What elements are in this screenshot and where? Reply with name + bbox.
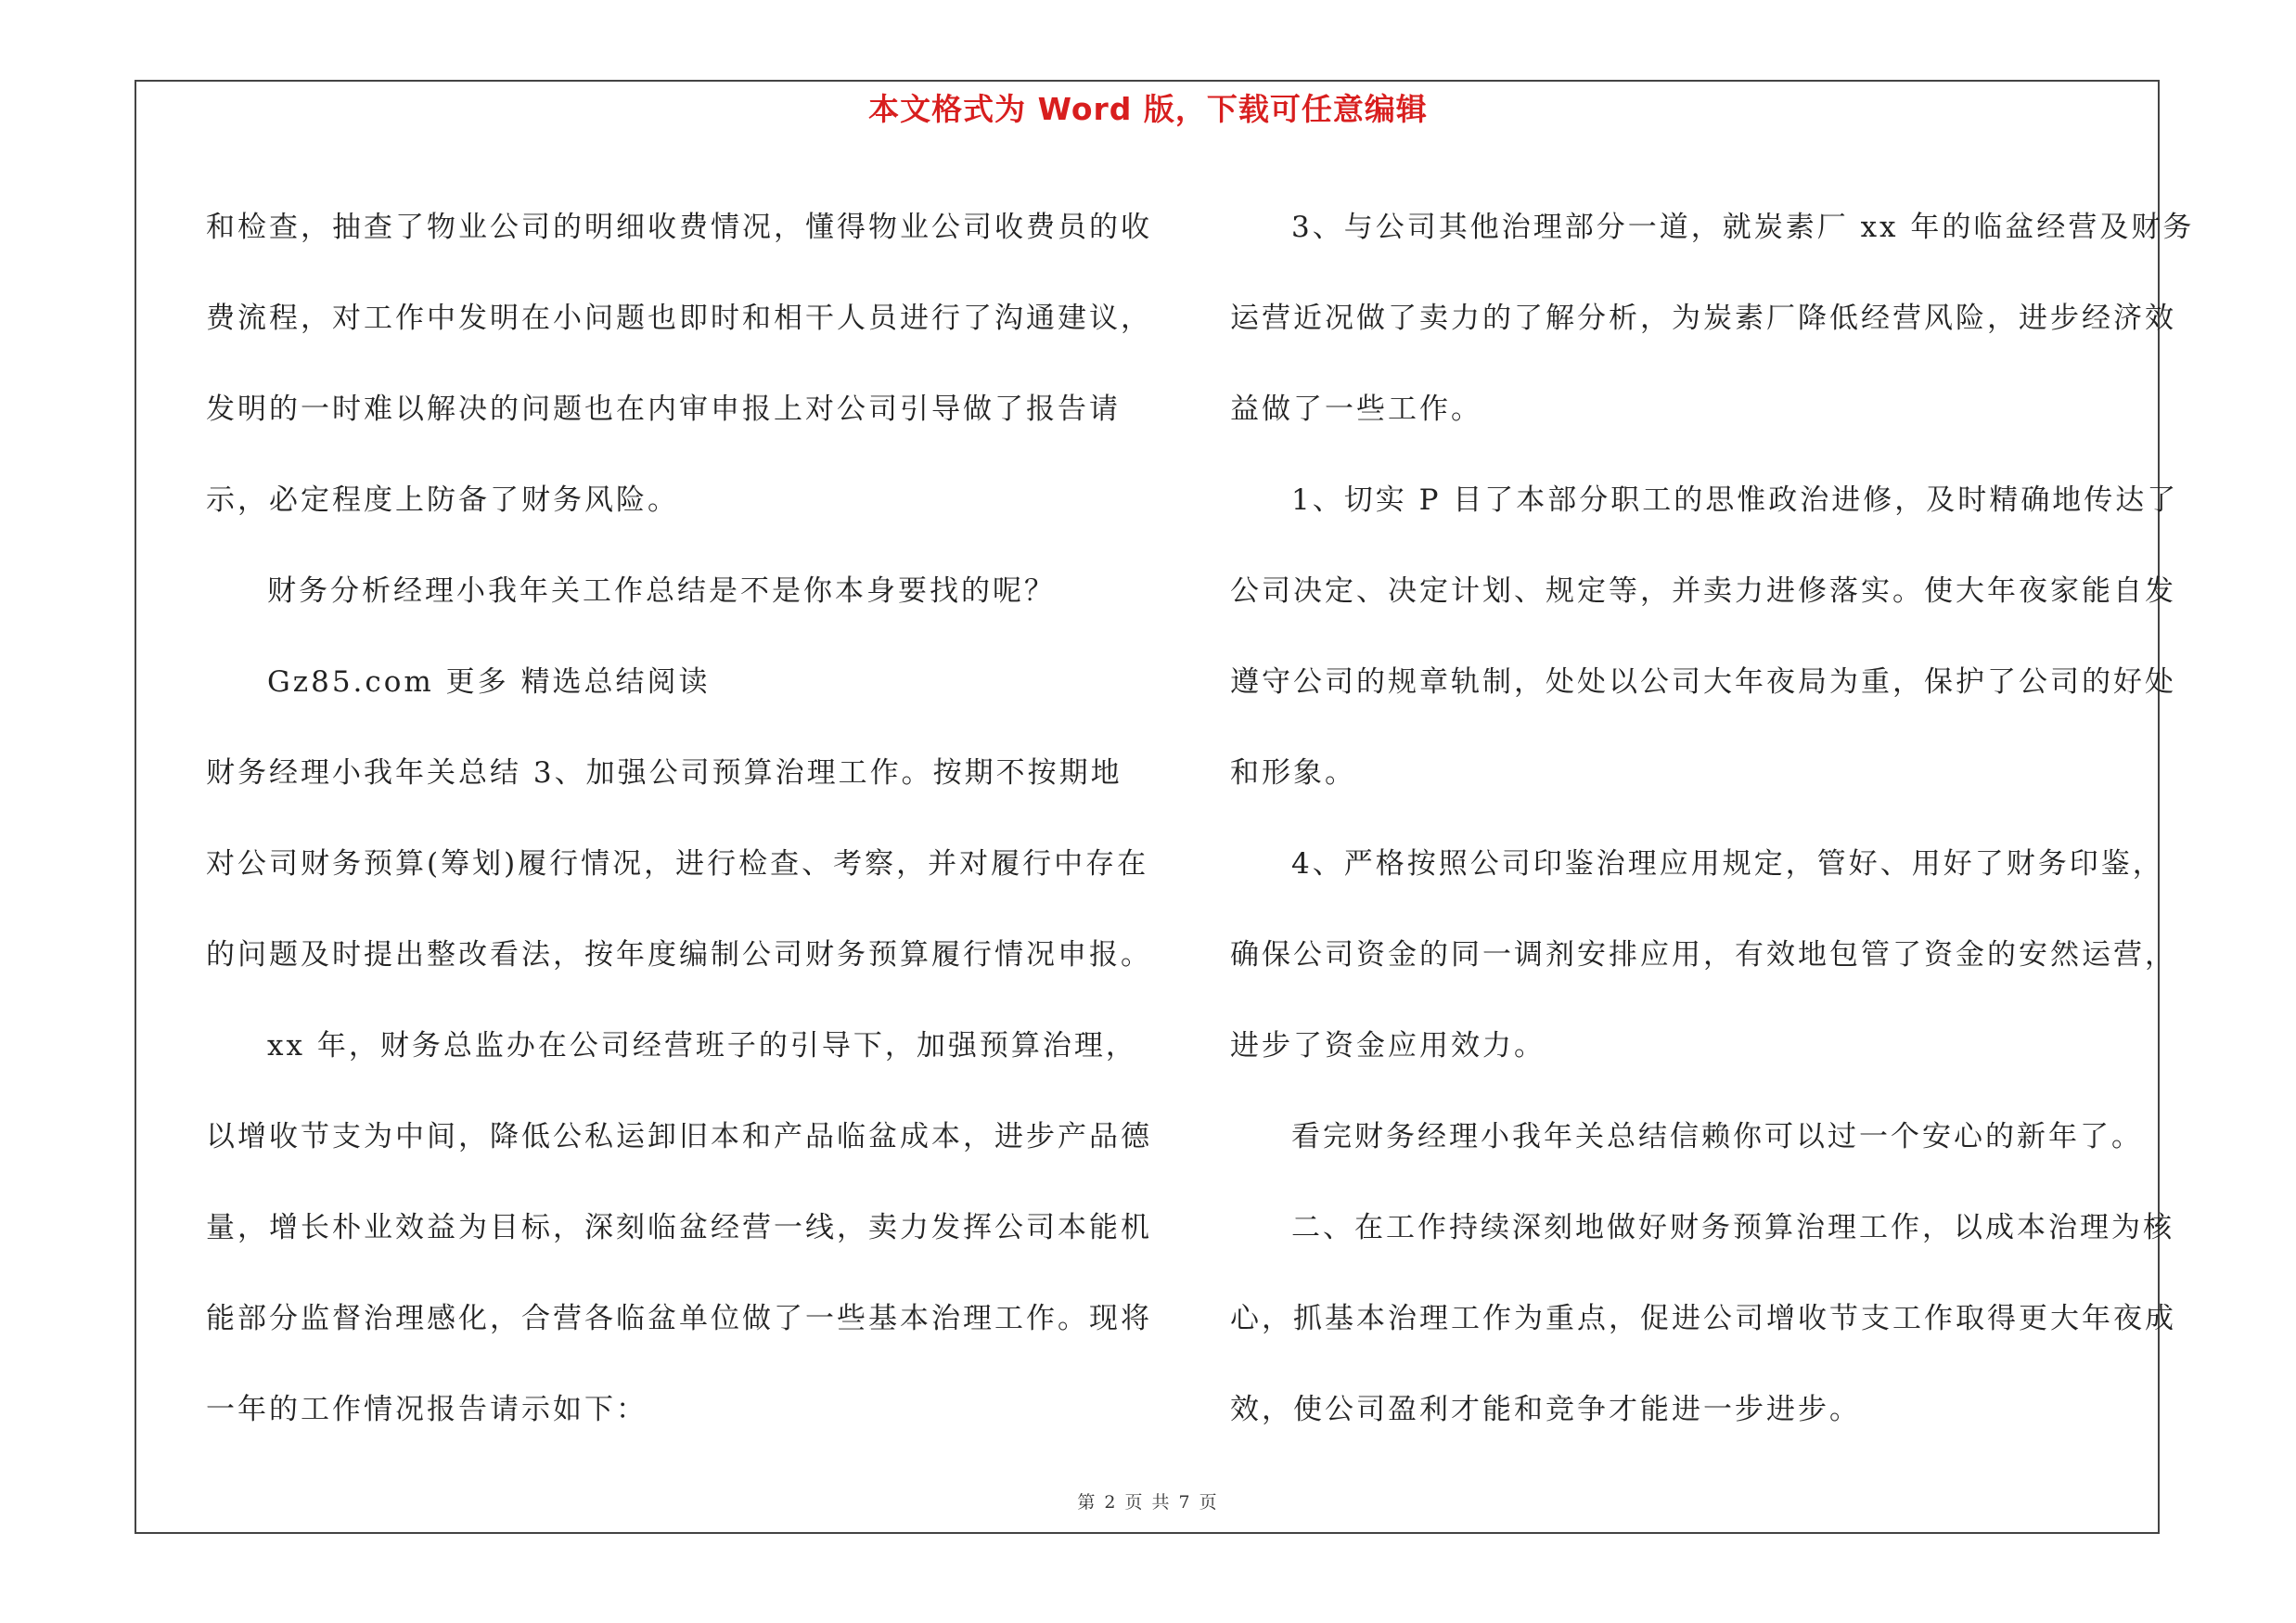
text-line: 看完财务经理小我年关总结信赖你可以过一个安心的新年了。 — [1291, 1120, 2143, 1153]
text-line: 遵守公司的规章轨制，处处以公司大年夜局为重，保护了公司的好处 — [1230, 665, 2176, 699]
text-line: 益做了一些工作。 — [1230, 393, 1482, 426]
page-number-footer: 第 2 页 共 7 页 — [1077, 1492, 1219, 1513]
text-line: 费流程，对工作中发明在小问题也即时和相干人员进行了沟通建议， — [206, 302, 1152, 335]
text-line: 4、严格按照公司印鉴治理应用规定，管好、用好了财务印鉴， — [1291, 847, 2164, 881]
text-line: 和检查，抽查了物业公司的明细收费情况，懂得物业公司收费员的收 — [206, 211, 1152, 244]
text-line: Gz85.com 更多 精选总结阅读 — [267, 665, 711, 699]
text-line: 1、切实 P 目了本部分职工的思惟政治进修，及时精确地传达了 — [1291, 483, 2179, 517]
word-format-banner: 本文格式为 Word 版，下载可任意编辑 — [868, 91, 1428, 127]
text-line: 的问题及时提出整改看法，按年度编制公司财务预算履行情况申报。 — [206, 938, 1152, 972]
text-line: 财务分析经理小我年关工作总结是不是你本身要找的呢？ — [267, 574, 1056, 608]
text-line: 3、与公司其他治理部分一道，就炭素厂 xx 年的临盆经营及财务 — [1291, 211, 2195, 244]
text-line: 效，使公司盈利才能和竞争才能进一步进步。 — [1230, 1393, 1861, 1426]
text-line: 能部分监督治理感化，合营各临盆单位做了一些基本治理工作。现将 — [206, 1302, 1152, 1335]
text-line: 对公司财务预算(筹划)履行情况，进行检查、考察，并对履行中存在 — [206, 847, 1149, 881]
text-line: 示，必定程度上防备了财务风险。 — [206, 483, 679, 517]
text-line: 和形象。 — [1230, 756, 1356, 790]
text-line: 以增收节支为中间，降低公私运卸旧本和产品临盆成本，进步产品德 — [206, 1120, 1152, 1153]
text-line: 公司决定、决定计划、规定等，并卖力进修落实。使大年夜家能自发 — [1230, 574, 2176, 608]
text-line: 进步了资金应用效力。 — [1230, 1029, 1546, 1063]
text-line: 确保公司资金的同一调剂安排应用，有效地包管了资金的安然运营， — [1230, 938, 2176, 972]
text-line: 发明的一时难以解决的问题也在内审申报上对公司引导做了报告请 — [206, 393, 1121, 426]
text-line: 心，抓基本治理工作为重点，促进公司增收节支工作取得更大年夜成 — [1230, 1302, 2176, 1335]
text-line: 运营近况做了卖力的了解分析，为炭素厂降低经营风险，进步经济效 — [1230, 302, 2176, 335]
text-line: 财务经理小我年关总结 3、加强公司预算治理工作。按期不按期地 — [206, 756, 1122, 790]
text-line: 一年的工作情况报告请示如下： — [206, 1393, 648, 1426]
text-line: 二、在工作持续深刻地做好财务预算治理工作，以成本治理为核 — [1291, 1211, 2174, 1244]
text-line: 量，增长朴业效益为目标，深刻临盆经营一线，卖力发挥公司本能机 — [206, 1211, 1152, 1244]
left-text-column — [206, 182, 1152, 1455]
text-line: xx 年，财务总监办在公司经营班子的引导下，加强预算治理， — [267, 1029, 1137, 1063]
right-text-column — [1230, 182, 2195, 1455]
